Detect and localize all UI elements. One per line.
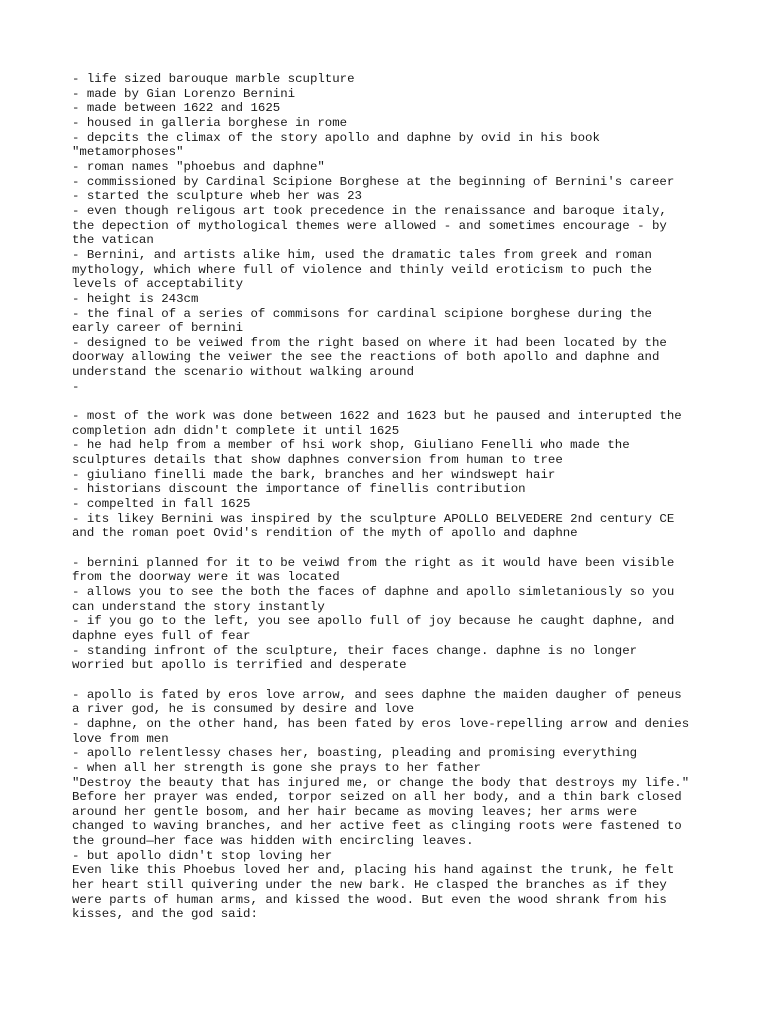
text-line: can understand the story instantly	[72, 599, 325, 614]
text-line: "metamorphoses"	[72, 145, 184, 160]
text-line: - commissioned by Cardinal Scipione Borghese at the beginning of Bernini's career	[72, 174, 675, 189]
text-line: - life sized barouque marble scuplture	[72, 72, 355, 86]
text-line: changed to waving branches, and her active feet as clinging roots were fastened to	[72, 819, 682, 834]
text-line: - bernini planned for it to be veiwd from the right as it would have been visible	[72, 555, 675, 570]
text-line: love from men	[72, 731, 169, 746]
text-line: "Destroy the beauty that has injured me, or change the body that destroys my life."	[72, 775, 690, 790]
text-line: - started the sculpture wheb her was 23	[72, 189, 362, 204]
text-line: the depection of mythological themes were allowed - and sometimes encourage - by	[72, 218, 667, 233]
text-line: mythology, which where full of violence and thinly veild eroticism to puch the	[72, 262, 652, 277]
text-line: worried but apollo is terrified and desperate	[72, 658, 407, 673]
text-line: - housed in galleria borghese in rome	[72, 115, 348, 130]
text-line: - daphne, on the other hand, has been fated by eros love-repelling arrow and denies	[72, 716, 690, 731]
text-line: and the roman poet Ovid's rendition of the myth of apollo and daphne	[72, 526, 578, 541]
text-line: the ground—her face was hidden with encircling leaves.	[72, 834, 474, 849]
text-line: - when all her strength is gone she prays to her father	[72, 760, 481, 775]
text-line: Even like this Phoebus loved her and, placing his hand against the trunk, he felt	[72, 863, 675, 878]
text-line: - its likey Bernini was inspired by the sculpture APOLLO BELVEDERE 2nd century CE	[72, 511, 675, 526]
text-line: - standing infront of the sculpture, their faces change. daphne is no longer	[72, 643, 638, 658]
text-line: - most of the work was done between 1622 and 1623 but he paused and interupted the	[72, 409, 682, 424]
text-line: - apollo relentlessy chases her, boasting, pleading and promising everything	[72, 746, 638, 761]
text-line: - designed to be veiwed from the right based on where it had been located by the	[72, 335, 667, 350]
text-line: Before her prayer was ended, torpor seized on all her body, and a thin bark closed	[72, 790, 682, 805]
text-line: - height is 243cm	[72, 291, 199, 306]
text-line: from the doorway were it was located	[72, 570, 340, 585]
text-line: - apollo is fated by eros love arrow, and sees daphne the maiden daugher of peneus	[72, 687, 682, 702]
text-line: - made between 1622 and 1625	[72, 101, 281, 116]
text-line: were parts of human arms, and kissed the wood. But even the wood shrank from his	[72, 892, 667, 907]
text-line: - if you go to the left, you see apollo full of joy because he caught daphne, and	[72, 614, 675, 629]
text-line: - depcits the climax of the story apollo and daphne by ovid in his book	[72, 130, 600, 145]
text-line: her heart still quivering under the new bark. He clasped the branches as if they	[72, 878, 667, 893]
text-line: - allows you to see the both the faces of daphne and apollo simletaniously so you	[72, 584, 675, 599]
text-line: - historians discount the importance of finellis contribution	[72, 482, 526, 497]
text-line: - even though religous art took precedence in the renaissance and baroque italy,	[72, 203, 667, 218]
text-line: -	[72, 379, 80, 394]
text-line: the vatican	[72, 233, 154, 248]
text-line: - roman names "phoebus and daphne"	[72, 159, 325, 174]
text-line: - he had help from a member of hsi work shop, Giuliano Fenelli who made the	[72, 438, 630, 453]
text-line: - Bernini, and artists alike him, used the dramatic tales from greek and roman	[72, 247, 652, 262]
text-line: doorway allowing the veiwer the see the reactions of both apollo and daphne and	[72, 350, 660, 365]
text-line: understand the scenario without walking around	[72, 365, 415, 380]
text-line: sculptures details that show daphnes conversion from human to tree	[72, 453, 563, 468]
text-line: a river god, he is consumed by desire and love	[72, 702, 415, 717]
text-line: early career of bernini	[72, 321, 244, 336]
text-line: kisses, and the god said:	[72, 907, 258, 922]
text-line: around her gentle bosom, and her hair became as moving leaves; her arms were	[72, 804, 638, 819]
text-line: - made by Gian Lorenzo Bernini	[72, 86, 296, 101]
text-line: levels of acceptability	[72, 277, 244, 292]
text-line: completion adn didn't complete it until 1625	[72, 423, 400, 438]
text-line: - the final of a series of commisons for cardinal scipione borghese during the	[72, 306, 652, 321]
text-line: - but apollo didn't stop loving her	[72, 848, 333, 863]
text-line: - compelted in fall 1625	[72, 497, 251, 512]
text-line: daphne eyes full of fear	[72, 628, 251, 643]
document-body-text	[72, 72, 702, 922]
text-line: - giuliano finelli made the bark, branches and her windswept hair	[72, 467, 556, 482]
